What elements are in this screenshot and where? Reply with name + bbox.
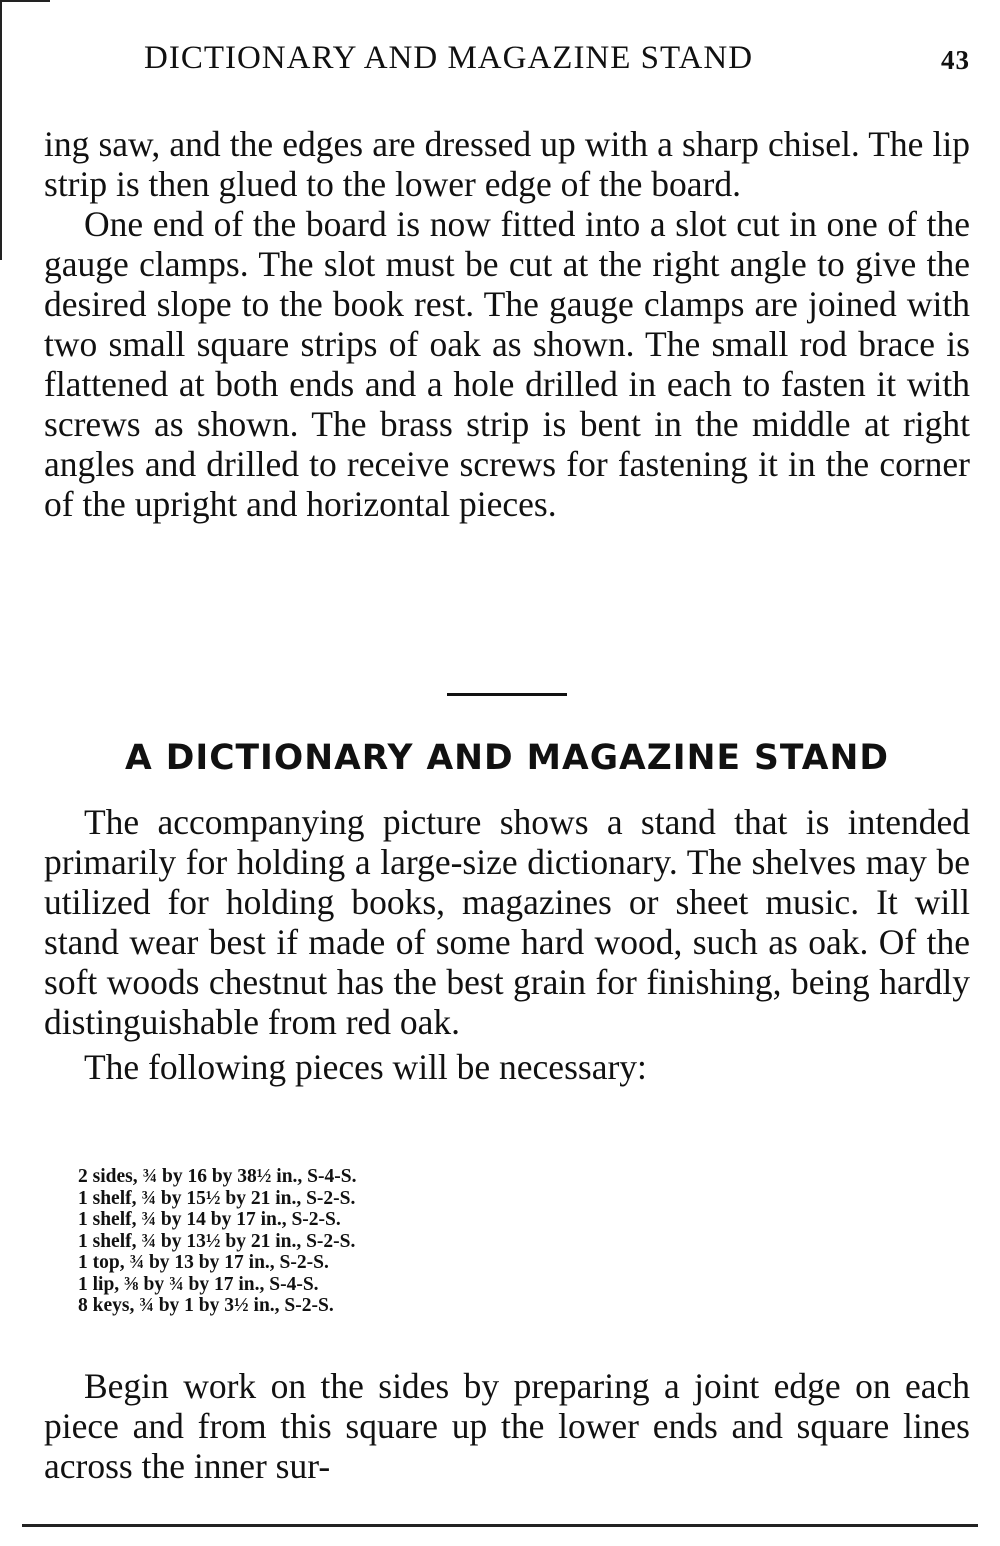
page-bottom-rule	[22, 1524, 978, 1527]
list-item: 1 shelf, ¾ by 13½ by 21 in., S-2-S.	[78, 1230, 356, 1252]
continued-text	[44, 124, 970, 524]
list-item: 2 sides, ¾ by 16 by 38½ in., S-4-S.	[78, 1166, 357, 1187]
list-item: 1 shelf, ¾ by 15½ by 21 in., S-2-S.	[78, 1187, 356, 1209]
paragraph-intro: The accompanying picture shows a stand that is intended primarily for holding a large-size dictionary. The shelves may be utilized for holding books, magazines or sheet music. It will stand wear best if made of some hard wood, such as oak. Of the soft woods chestnut has the best grain for finishing, being hardly distinguishable from red oak.	[44, 802, 970, 1042]
list-item: 1 top, ¾ by 13 by 17 in., S-2-S.	[78, 1252, 329, 1273]
pieces-list	[78, 1166, 356, 1317]
continuation-text	[44, 1366, 970, 1486]
section-heading: A DICTIONARY AND MAGAZINE STAND	[125, 738, 889, 778]
paragraph-continuation: Begin work on the sides by preparing a joint edge on each piece and from this square up the lower ends and square lines across the inner sur-	[44, 1366, 970, 1486]
page-number: 43	[941, 45, 970, 75]
running-title: DICTIONARY AND MAGAZINE STAND	[144, 40, 754, 76]
page-corner-rule-top	[0, 0, 50, 2]
page-corner-rule-left	[0, 0, 2, 260]
paragraph-list-lead: The following pieces will be necessary:	[84, 1047, 647, 1087]
section-divider-rule	[447, 693, 567, 696]
paragraph-continued: ing saw, and the edges are dressed up with a sharp chisel. The lip strip is then glued to the lower edge of the board.	[44, 124, 970, 204]
list-item: 1 lip, ⅜ by ¾ by 17 in., S-4-S.	[78, 1273, 319, 1295]
section-body	[44, 802, 970, 1087]
running-header	[44, 40, 970, 80]
list-item: 8 keys, ¾ by 1 by 3½ in., S-2-S.	[78, 1295, 334, 1316]
list-item: 1 shelf, ¾ by 14 by 17 in., S-2-S.	[78, 1209, 341, 1230]
paragraph-gauge-clamps: One end of the board is now fitted into a slot cut in one of the gauge clamps. The slot must be cut at the right angle to give the desired slope to the book rest. The gauge clamps are joined with two small square strips of oak as shown. The small rod brace is flattened at both ends and a hole drilled in each to fasten it with screws as shown. The brass strip is bent in the middle at right angles and drilled to receive screws for fastening it in the corner of the upright and horizontal pieces.	[44, 204, 970, 524]
